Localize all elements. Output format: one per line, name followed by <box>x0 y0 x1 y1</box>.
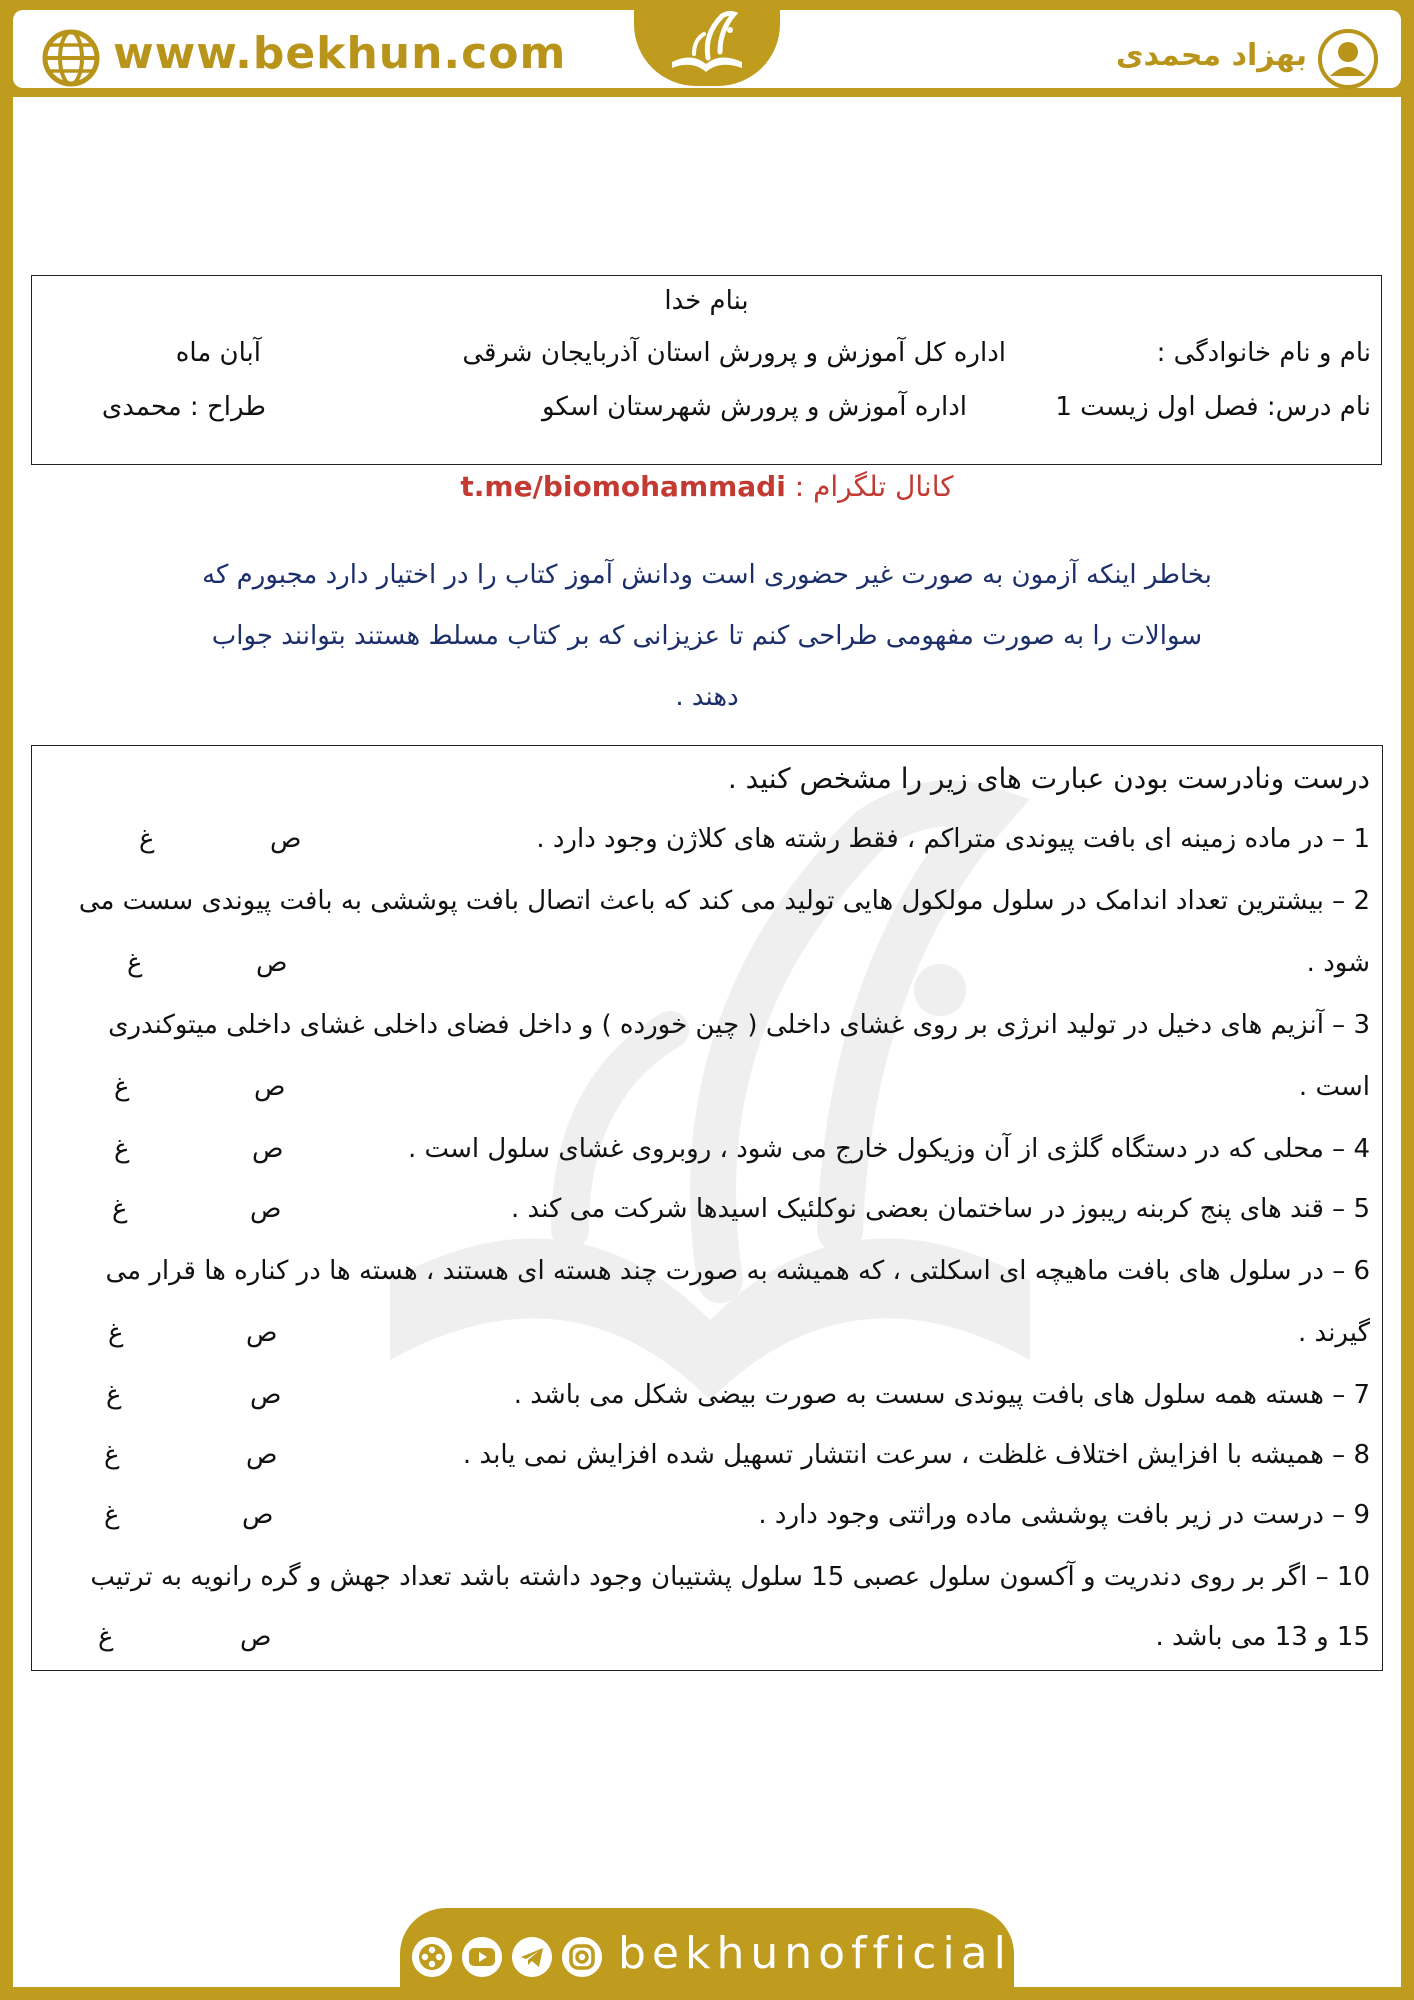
true-option[interactable]: ص <box>240 1622 272 1652</box>
telegram-line <box>0 470 1414 503</box>
true-option[interactable]: ص <box>270 824 302 854</box>
telegram-label: کانال تلگرام : <box>794 470 954 503</box>
question-10: 10 – اگر بر روی دندریت و آکسون سلول عصبی 15 سلول پشتیبان وجود داشته باشد تعداد جهش و گره رانویه به ترتیب <box>90 1562 1370 1592</box>
true-option[interactable]: ص <box>250 1380 282 1410</box>
false-option[interactable]: غ <box>106 1380 122 1410</box>
false-option[interactable]: غ <box>114 1134 130 1164</box>
true-option[interactable]: ص <box>246 1318 278 1348</box>
site-url[interactable]: www.bekhun.com <box>113 28 567 79</box>
question-2-cont: شود . <box>1306 948 1370 978</box>
question-3-cont: است . <box>1298 1072 1370 1102</box>
course-label: نام درس: فصل اول زیست 1 <box>1055 392 1371 422</box>
telegram-link[interactable]: t.me/biomohammadi <box>460 470 786 503</box>
book-logo-icon <box>664 4 750 82</box>
question-9: 9 – درست در زیر بافت پوششی ماده وراثتی وجود دارد . <box>758 1500 1370 1530</box>
youtube-icon[interactable] <box>462 1937 502 1977</box>
question-7: 7 – هسته همه سلول های بافت پیوندی سست به صورت بیضی شکل می باشد . <box>513 1380 1370 1410</box>
false-option[interactable]: غ <box>139 824 155 854</box>
student-name-label: نام و نام خانوادگی : <box>1156 338 1371 368</box>
true-option[interactable]: ص <box>256 948 288 978</box>
user-icon <box>1317 28 1379 90</box>
question-3: 3 – آنزیم های دخیل در تولید انرژی بر روی غشای داخلی ( چین خورده ) و داخل فضای داخلی غشای داخلی میتوکندری <box>108 1010 1370 1040</box>
true-option[interactable]: ص <box>254 1072 286 1102</box>
false-option[interactable]: غ <box>104 1500 120 1530</box>
footer-social-bar <box>400 1908 1014 2000</box>
intro-line-1: بخاطر اینکه آزمون به صورت غیر حضوری است ودانش آموز کتاب را در اختیار دارد مجبورم که <box>202 560 1212 590</box>
false-option[interactable]: غ <box>114 1072 130 1102</box>
question-5: 5 – قند های پنج کربنه ریبوز در ساختمان بعضی نوکلئیک اسیدها شرکت می کند . <box>511 1194 1370 1224</box>
question-2: 2 – بیشترین تعداد اندامک در سلول مولکول هایی تولید می کند که باعث اتصال بافت پوششی به بافت پیوندی سست می <box>78 886 1370 916</box>
exam-header-box <box>31 275 1382 465</box>
false-option[interactable]: غ <box>98 1622 114 1652</box>
question-10-cont: 15 و 13 می باشد . <box>1155 1622 1370 1652</box>
exam-month: آبان ماه <box>175 338 261 368</box>
film-reel-icon[interactable] <box>412 1937 452 1977</box>
telegram-icon[interactable] <box>512 1937 552 1977</box>
false-option[interactable]: غ <box>108 1318 124 1348</box>
general-department: اداره کل آموزش و پرورش استان آذربایجان شرقی <box>462 338 1006 368</box>
question-1: 1 – در ماده زمینه ای بافت پیوندی متراکم ، فقط رشته های کلاژن وجود دارد . <box>536 824 1370 854</box>
footer-handle[interactable]: bekhunofficial <box>618 1928 1012 1979</box>
true-option[interactable]: ص <box>252 1134 284 1164</box>
question-4: 4 – محلی که در دستگاه گلژی از آن وزیکول خارج می شود ، روبروی غشای سلول است . <box>408 1134 1370 1164</box>
city-department: اداره آموزش و پرورش شهرستان اسکو <box>542 392 967 422</box>
designer-label: طراح : محمدی <box>101 392 266 422</box>
author-name: بهزاد محمدی <box>1116 38 1307 73</box>
intro-line-3: دهند . <box>675 682 739 712</box>
question-6: 6 – در سلول های بافت ماهیچه ای اسکلتی ، که همیشه به صورت چند هسته ای هستند ، هسته ها در کناره ها قرار می <box>105 1256 1370 1286</box>
intro-line-2: سوالات را به صورت مفهومی طراحی کنم تا عزیزانی که بر کتاب مسلط هستند بتوانند جواب <box>211 621 1203 651</box>
true-option[interactable]: ص <box>250 1194 282 1224</box>
bismillah: بنام خدا <box>664 286 749 316</box>
questions-title: درست ونادرست بودن عبارت های زیر را مشخص کنید . <box>727 762 1370 795</box>
instagram-icon[interactable] <box>562 1937 602 1977</box>
question-8: 8 – همیشه با افزایش اختلاف غلظت ، سرعت انتشار تسهیل شده افزایش نمی یابد . <box>462 1440 1370 1470</box>
false-option[interactable]: غ <box>127 948 143 978</box>
false-option[interactable]: غ <box>112 1194 128 1224</box>
globe-icon <box>41 28 101 88</box>
true-option[interactable]: ص <box>242 1500 274 1530</box>
intro-paragraph <box>150 545 1264 728</box>
top-bar <box>0 0 1414 97</box>
questions-box <box>31 745 1383 1671</box>
question-6-cont: گیرند . <box>1298 1318 1370 1348</box>
false-option[interactable]: غ <box>104 1440 120 1470</box>
true-option[interactable]: ص <box>246 1440 278 1470</box>
